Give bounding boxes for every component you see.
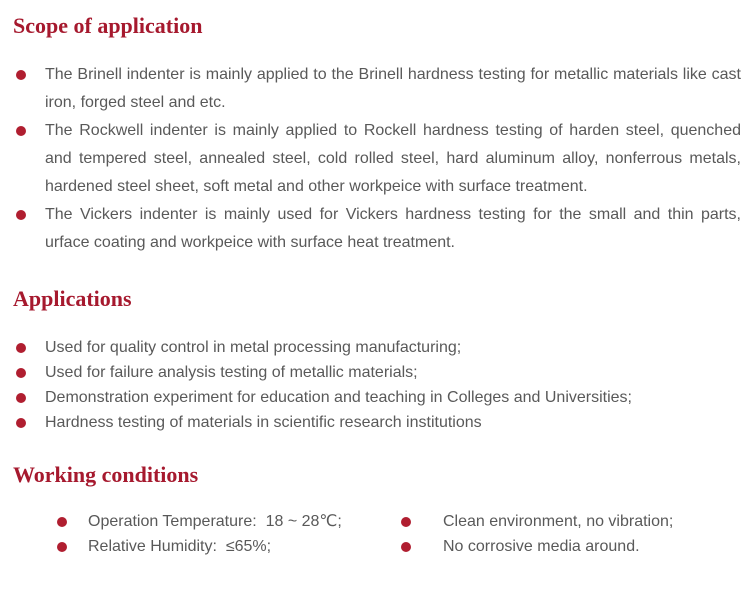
list-item-text: The Brinell indenter is mainly applied to the Brinell hardness testing for metallic materials like cast iron, forged steel and etc. <box>45 66 741 111</box>
list-item <box>16 61 750 117</box>
list-item <box>16 360 750 385</box>
list-item <box>16 385 750 410</box>
bullet-icon <box>57 517 67 527</box>
bullet-icon <box>16 126 26 136</box>
list-item <box>57 534 401 559</box>
bullet-icon <box>16 210 26 220</box>
bullet-icon <box>401 542 411 552</box>
list-item <box>16 335 750 360</box>
list-item <box>401 534 673 559</box>
list-item-text: Hardness testing of materials in scientific research institutions <box>45 414 482 431</box>
section-title-scope-of-application: Scope of application <box>13 13 203 38</box>
list-item-text: The Vickers indenter is mainly used for Vickers hardness testing for the small and thin parts, urface coating and workpeice with surface heat treatment. <box>45 206 741 251</box>
applications-list <box>0 335 750 435</box>
bullet-icon <box>57 542 67 552</box>
section-title-applications: Applications <box>13 286 132 311</box>
list-item <box>57 509 401 534</box>
list-item-text: The Rockwell indenter is mainly applied to Rockell hardness testing of harden steel, quenched and tempered steel, annealed steel, cold rolled steel, hard aluminum alloy, nonferrous metals, hardened steel sheet, soft metal and other workpeice with surface treatment. <box>45 122 741 195</box>
list-item <box>401 509 673 534</box>
list-item-text: Clean environment, no vibration; <box>443 513 674 530</box>
working-conditions-left-column <box>0 509 401 559</box>
bullet-icon <box>16 418 26 428</box>
bullet-icon <box>16 343 26 353</box>
list-item-text: Used for quality control in metal processing manufacturing; <box>45 339 462 356</box>
list-item <box>16 117 750 201</box>
section-title-working-conditions: Working conditions <box>13 462 199 487</box>
list-item-text: Demonstration experiment for education and teaching in Colleges and Universities; <box>45 389 632 406</box>
working-conditions-columns <box>0 509 750 559</box>
list-item-text: No corrosive media around. <box>443 538 640 555</box>
bullet-icon <box>401 517 411 527</box>
bullet-icon <box>16 368 26 378</box>
bullet-icon <box>16 393 26 403</box>
list-item-text: Relative Humidity: ≤65%; <box>88 538 272 555</box>
scope-of-application-list <box>0 61 750 257</box>
product-description-page <box>0 12 750 601</box>
list-item <box>16 201 750 257</box>
working-conditions-right-column <box>401 509 673 559</box>
list-item <box>16 410 750 435</box>
list-item-text: Operation Temperature: 18 ~ 28℃; <box>88 513 342 530</box>
bullet-icon <box>16 70 26 80</box>
list-item-text: Used for failure analysis testing of metallic materials; <box>45 364 418 381</box>
